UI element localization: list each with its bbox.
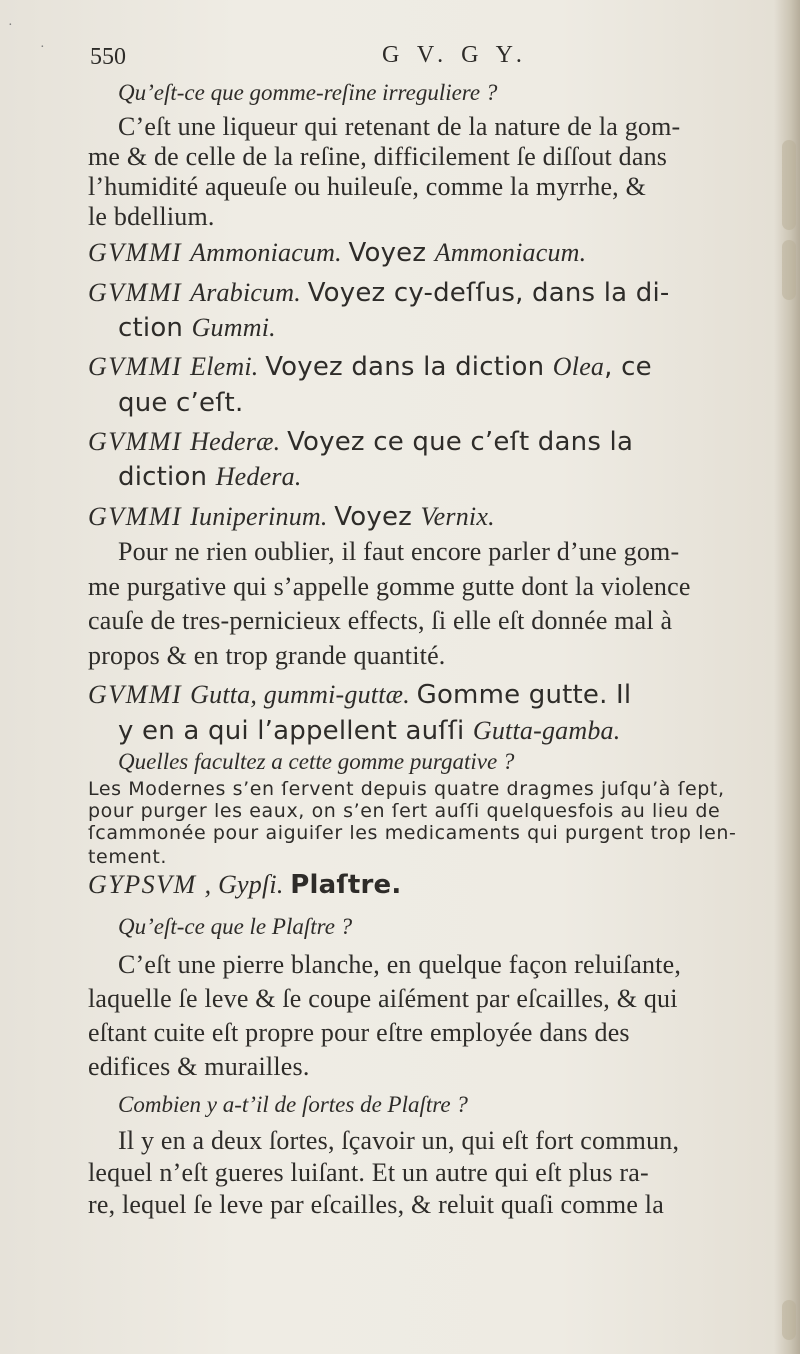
text-run: y en a qui l’appellent auſſi xyxy=(118,716,473,746)
edge-stain xyxy=(782,240,796,300)
text-line xyxy=(88,142,667,172)
text-line xyxy=(88,1018,630,1048)
running-title: G V. G Y. xyxy=(382,42,528,68)
text-run: me & de celle de la reſine, difficilement ſe diſſout dans xyxy=(88,142,668,171)
text-run: , Gypſi. xyxy=(204,870,291,899)
text-line xyxy=(118,80,497,106)
text-run: eſtant cuite eſt propre pour eſtre employée dans des xyxy=(88,1018,630,1047)
text-run: Gutta, gummi-guttæ. xyxy=(190,680,417,709)
text-run: edifices & murailles. xyxy=(88,1052,310,1081)
text-line xyxy=(88,502,495,532)
text-line xyxy=(88,778,725,800)
text-run: Gummi. xyxy=(191,313,276,342)
text-run: Vernix. xyxy=(420,502,495,531)
ink-speck: · xyxy=(40,40,45,55)
text-line xyxy=(88,1052,310,1082)
text-run: Il y en a deux ſortes, ſçavoir un, qui eſt fort commun, xyxy=(118,1126,680,1155)
text-run: C’eſt une liqueur qui retenant de la nature de la gom- xyxy=(118,112,681,141)
text-line xyxy=(118,950,681,980)
text-run: ction xyxy=(118,313,192,343)
text-run: me purgative qui s’appelle gomme gutte dont la violence xyxy=(88,572,691,601)
text-line xyxy=(88,606,672,636)
text-run: Elemi. xyxy=(190,352,266,381)
text-line xyxy=(88,427,633,457)
page-number: 550 xyxy=(90,44,126,70)
text-run: Hederæ. xyxy=(190,427,288,456)
text-run: laquelle ſe leve & ſe coupe aiſément par eſcailles, & qui xyxy=(88,984,678,1013)
text-run: Gutta-gamba. xyxy=(472,716,621,745)
text-run: cauſe de tres-pernicieux effects, ſi elle eſt donnée mal à xyxy=(88,606,673,635)
text-run: Les Modernes s’en ſervent depuis quatre dragmes juſqu’à ſept, xyxy=(88,778,725,800)
text-run: GVMMI xyxy=(88,427,191,456)
text-run: Voyez xyxy=(334,502,421,532)
text-run: Olea xyxy=(552,352,605,381)
text-run: C’eſt une pierre blanche, en quelque façon reluiſante, xyxy=(118,950,682,979)
text-run: pour purger les eaux, on s’en ſert auſſi quelquesfois au lieu de xyxy=(88,800,721,822)
text-run: l’humidité aqueuſe ou huileuſe, comme la myrrhe, & xyxy=(88,172,647,201)
text-run: Plaſtre. xyxy=(290,870,402,900)
text-line xyxy=(88,680,631,710)
text-run: Quelles facultez a cette gomme purgative ? xyxy=(118,749,515,774)
text-line xyxy=(88,641,446,671)
text-run: GVMMI xyxy=(88,680,191,709)
text-run: Ammoniacum. xyxy=(190,238,349,267)
text-run: Qu’eſt-ce que le Plaſtre ? xyxy=(118,914,353,939)
text-run: propos & en trop grande quantité. xyxy=(88,641,446,670)
text-run: GVMMI xyxy=(88,278,191,307)
text-line xyxy=(88,984,678,1014)
text-line xyxy=(88,870,401,900)
text-run: Hedera. xyxy=(215,462,302,491)
text-line xyxy=(88,572,691,602)
text-run: Voyez xyxy=(348,238,435,268)
text-line xyxy=(118,1126,679,1156)
text-run: lequel n’eſt gueres luiſant. Et un autre qui eſt plus ra- xyxy=(88,1158,649,1187)
text-line xyxy=(118,112,680,142)
text-line xyxy=(118,313,276,343)
text-line xyxy=(88,1158,649,1188)
text-run: , ce xyxy=(604,352,652,382)
text-line xyxy=(88,822,736,844)
text-line xyxy=(88,202,215,232)
text-run: Pour ne rien oublier, il faut encore parler d’une gom- xyxy=(118,537,680,566)
edge-stain xyxy=(782,140,796,230)
text-run: diction xyxy=(118,462,216,492)
text-run: GVMMI xyxy=(88,238,191,267)
text-run: GVMMI xyxy=(88,352,191,381)
text-run: ſcammonée pour aiguiſer les medicaments qui purgent trop len- xyxy=(88,822,737,844)
text-run: Combien y a-t’il de ſortes de Plaſtre ? xyxy=(118,1092,468,1117)
text-run: re, lequel ſe leve par eſcailles, & reluit quaſi comme la xyxy=(88,1190,664,1219)
text-run: Gomme gutte. Il xyxy=(416,680,632,710)
text-run: Voyez cy-deſſus, dans la di- xyxy=(307,278,670,308)
text-line xyxy=(88,238,586,268)
text-line xyxy=(88,1190,664,1220)
text-run: tement. xyxy=(88,846,168,868)
text-line xyxy=(118,749,514,775)
text-run: Arabicum. xyxy=(190,278,308,307)
text-run: GVMMI xyxy=(88,502,191,531)
ink-speck: · xyxy=(8,18,13,33)
text-run: Voyez dans la diction xyxy=(265,352,553,382)
text-run: Qu’eſt-ce que gomme-reſine irreguliere ? xyxy=(118,80,498,105)
text-line xyxy=(118,388,243,418)
text-line xyxy=(118,462,302,492)
text-line xyxy=(88,800,720,822)
text-line xyxy=(88,278,669,308)
text-line xyxy=(118,716,620,746)
text-run: Ammoniacum. xyxy=(434,238,587,267)
text-run: que c’eſt. xyxy=(118,388,244,418)
text-line xyxy=(118,537,679,567)
text-run: GYPSVM xyxy=(88,870,205,899)
text-line xyxy=(118,1092,468,1118)
text-run: le bdellium. xyxy=(88,202,215,231)
text-run: Voyez ce que c’eſt dans la xyxy=(287,427,634,457)
text-run: Iuniperinum. xyxy=(190,502,335,531)
text-line xyxy=(88,846,167,868)
text-line xyxy=(118,914,352,940)
edge-stain xyxy=(782,1300,796,1340)
text-line xyxy=(88,172,646,202)
text-line xyxy=(88,352,652,382)
